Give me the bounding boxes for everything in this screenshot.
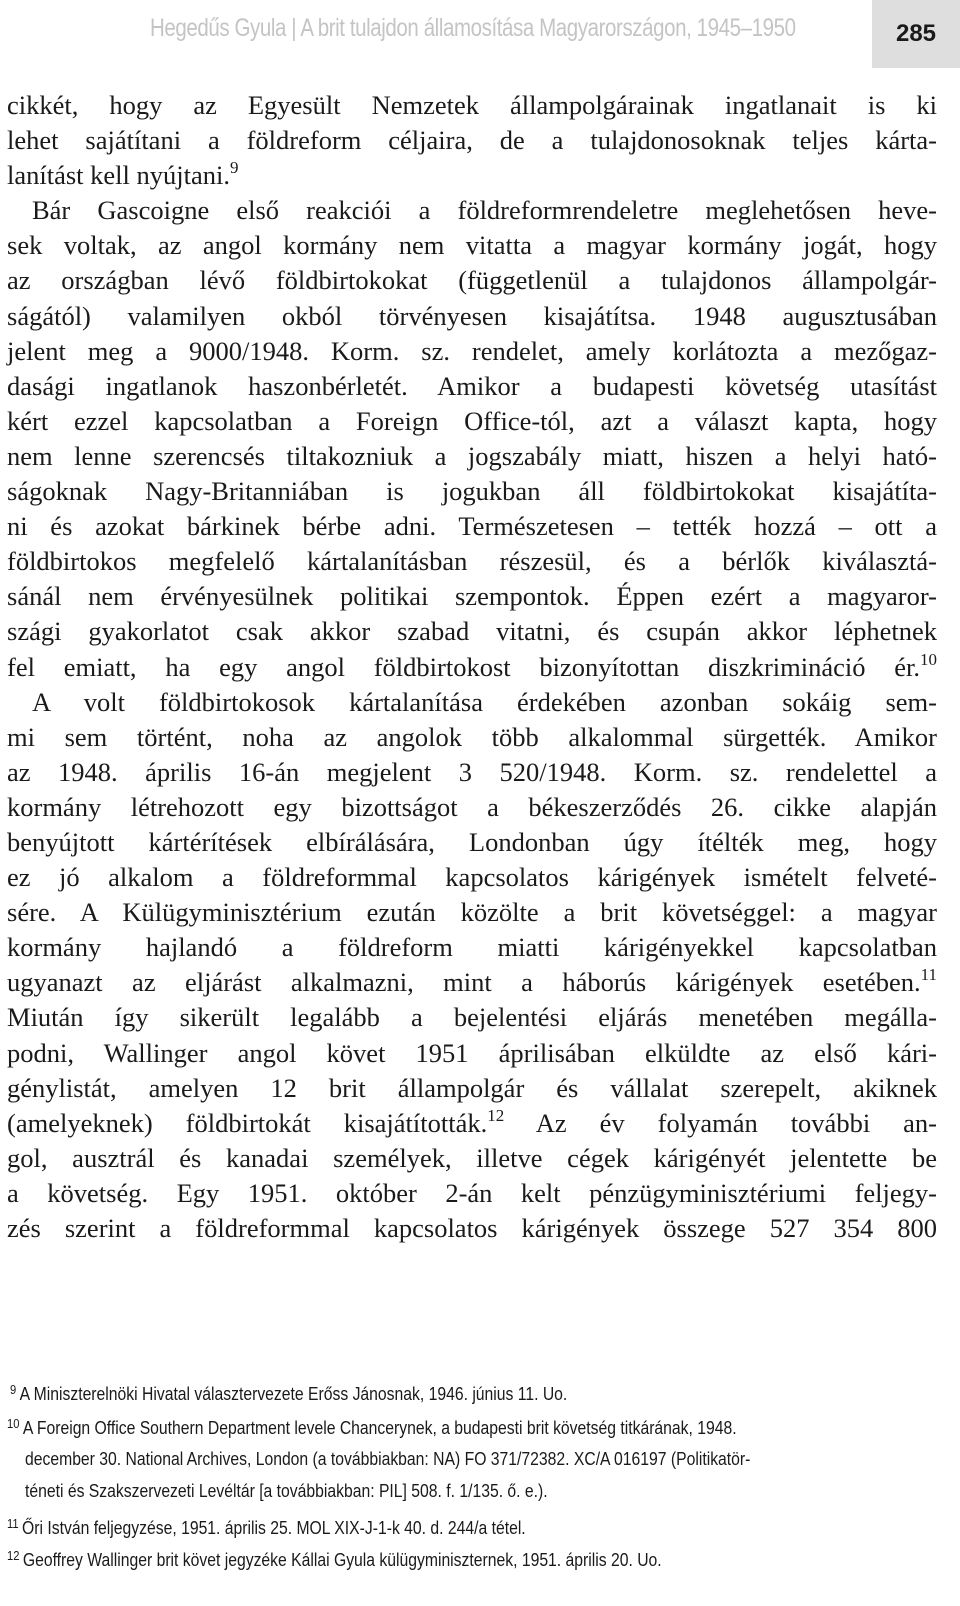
text-line-content: sek voltak, az angol kormány nem vitatta a magyar kormány jogát, hogy <box>7 230 937 261</box>
text-line-content: Bár Gascoigne első reakciói a földreformrendeletre meglehetősen heve- <box>32 195 937 226</box>
text-line-content: az országban lévő földbirtokokat (függetlenül a tulajdonos állampolgár- <box>7 265 937 296</box>
footnote-number: 9 <box>10 1382 17 1397</box>
text-line <box>7 404 937 439</box>
footnote-text: A Foreign Office Southern Department levele Chancerynek, a budapesti brit követség titkárának, 1948. <box>22 1417 737 1438</box>
footnote-text: téneti és Szakszervezeti Levéltár [a továbbiakban: PIL] 508. f. 1/135. ő. e.). <box>25 1480 548 1501</box>
text-line <box>7 369 937 404</box>
text-line <box>7 1211 937 1246</box>
text-line-content: ni és azokat bárkinek bérbe adni. Természetesen – tették hozzá – ott a <box>7 511 937 542</box>
text-line <box>7 614 937 649</box>
text-line-content: benyújtott kártérítések elbírálására, Londonban úgy ítélték meg, hogy <box>7 826 937 857</box>
text-line-content: A volt földbirtokosok kártalanítása érdekében azonban sokáig sem- <box>32 686 937 717</box>
text-line <box>7 650 937 685</box>
text-line-content: sánál nem érvényesülnek politikai szempontok. Éppen ezért a magyaror- <box>7 581 937 612</box>
footnote-number: 10 <box>7 1416 20 1431</box>
text-line <box>7 1071 937 1106</box>
text-line <box>7 263 937 298</box>
text-line <box>7 299 937 334</box>
footnote-reference[interactable]: 12 <box>487 1105 505 1125</box>
footnote-reference[interactable]: 11 <box>920 965 937 985</box>
text-line-content: kért ezzel kapcsolatban a Foreign Office-tól, azt a választ kapta, hogy <box>7 405 937 436</box>
footnote-line <box>25 1448 750 1470</box>
text-line-content: sére. A Külügyminisztérium ezután közölte a brit követséggel: a magyar <box>7 897 937 928</box>
page-number: 285 <box>895 20 937 47</box>
text-line-content: lehet sajátítani a földreform céljaira, de a tulajdonosoknak teljes kárta- <box>7 125 937 156</box>
text-line-content: ez jó alkalom a földreformmal kapcsolatos kárigények ismételt felveté- <box>7 862 937 893</box>
text-line <box>7 579 937 614</box>
text-line <box>7 860 937 895</box>
text-line <box>7 158 937 193</box>
text-line-content: gol, ausztrál és kanadai személyek, illetve cégek kárigényét jelentette be <box>7 1142 937 1173</box>
text-line <box>7 895 937 930</box>
footnote-line <box>7 1548 662 1571</box>
text-line-content: az 1948. április 16-án megjelent 3 520/1948. Korm. sz. rendelettel a <box>7 756 937 787</box>
text-line-content: szági gyakorlatot csak akkor szabad vitatni, és csupán akkor léphetnek <box>7 616 937 647</box>
text-line-content: (amelyeknek) földbirtokát kisajátították. <box>7 1107 488 1138</box>
footnote-number: 12 <box>7 1548 20 1563</box>
text-line-content: Miután így sikerült legalább a bejelentési eljárás menetében megálla- <box>7 1002 937 1033</box>
text-line <box>7 1141 937 1176</box>
text-line-content: mi sem történt, noha az angolok több alkalommal sürgették. Amikor <box>7 721 937 752</box>
footnote-text: Őri István feljegyzése, 1951. április 25. MOL XIX-J-1-k 40. d. 244/a tétel. <box>22 1517 526 1538</box>
footnote-line <box>25 1480 548 1502</box>
footnote-line <box>7 1416 737 1439</box>
text-line <box>7 685 937 720</box>
text-line <box>7 474 937 509</box>
text-line <box>7 334 937 369</box>
text-line <box>7 439 937 474</box>
text-line-content: lanítást kell nyújtani. <box>7 160 230 191</box>
text-line <box>7 1176 937 1211</box>
footnote-text: A Miniszterelnöki Hivatal választervezete Erőss Jánosnak, 1946. június 11. Uo. <box>19 1383 568 1404</box>
text-line-content: dasági ingatlanok haszonbérletét. Amikor a budapesti követség utasítást <box>7 370 937 401</box>
text-line-content: ságától) valamilyen okból törvényesen kisajátítsa. 1948 augusztusában <box>7 300 937 331</box>
page-number-box <box>872 0 960 68</box>
footnote-text: december 30. National Archives, London (a továbbiakban: NA) FO 371/72382. XC/A 016197 (Politikatör- <box>25 1448 751 1469</box>
text-line <box>7 930 937 965</box>
text-line <box>7 88 937 123</box>
text-line-content: podni, Wallinger angol követ 1951 áprilisában elküldte az első kári- <box>7 1037 937 1068</box>
text-line <box>7 825 937 860</box>
text-line-content: cikkét, hogy az Egyesült Nemzetek állampolgárainak ingatlanait is ki <box>7 90 937 120</box>
text-line-content: jelent meg a 9000/1948. Korm. sz. rendelet, amely korlátozta a mezőgaz- <box>7 335 937 366</box>
text-line-content: zés szerint a földreformmal kapcsolatos kárigények összege 527 354 800 <box>7 1213 937 1243</box>
text-line <box>7 1036 937 1071</box>
body-text <box>7 88 937 1246</box>
text-line-content: a követség. Egy 1951. október 2-án kelt pénzügyminisztériumi feljegy- <box>7 1177 937 1208</box>
text-line-continuation: Az év folyamán további an- <box>504 1107 938 1138</box>
footnote-reference[interactable]: 9 <box>230 158 239 178</box>
text-line-content: génylistát, amelyen 12 brit állampolgár és vállalat szerepelt, akiknek <box>7 1072 937 1103</box>
text-line <box>7 544 937 579</box>
text-line-content: fel emiatt, ha egy angol földbirtokost bizonyítottan diszkrimináció ér. <box>7 651 920 682</box>
text-line <box>7 1106 937 1141</box>
text-line-content: ugyanazt az eljárást alkalmazni, mint a háborús kárigények esetében. <box>7 967 921 998</box>
running-header-title: Hegedűs Gyula | A brit tulajdon államosítása Magyarországon, 1945–1950 <box>150 14 796 42</box>
text-line <box>7 509 937 544</box>
footnote-number: 11 <box>7 1516 19 1531</box>
text-line-content: kormány hajlandó a földreform miatti kárigényekkel kapcsolatban <box>7 932 937 963</box>
footnote-text: Geoffrey Wallinger brit követ jegyzéke Kállai Gyula külügyminiszternek, 1951. április 20. Uo. <box>22 1549 662 1570</box>
footnote-reference[interactable]: 10 <box>920 649 937 669</box>
text-line <box>7 1000 937 1035</box>
text-line-content: nem lenne szerencsés tiltakozniuk a jogszabály miatt, hiszen a helyi ható- <box>7 440 937 471</box>
text-line <box>7 228 937 263</box>
text-line <box>7 755 937 790</box>
text-line <box>7 193 937 228</box>
text-line <box>7 720 937 755</box>
footnote-line <box>7 1516 526 1539</box>
text-line <box>7 123 937 158</box>
text-line-content: ságoknak Nagy-Britanniában is jogukban áll földbirtokokat kisajátíta- <box>7 476 937 507</box>
text-line <box>7 965 937 1000</box>
text-line-content: kormány létrehozott egy bizottságot a békeszerződés 26. cikke alapján <box>7 791 937 822</box>
text-line-content: földbirtokos megfelelő kártalanításban részesül, és a bérlők kiválasztá- <box>7 546 937 577</box>
text-line <box>7 790 937 825</box>
footnote-line <box>10 1382 567 1405</box>
